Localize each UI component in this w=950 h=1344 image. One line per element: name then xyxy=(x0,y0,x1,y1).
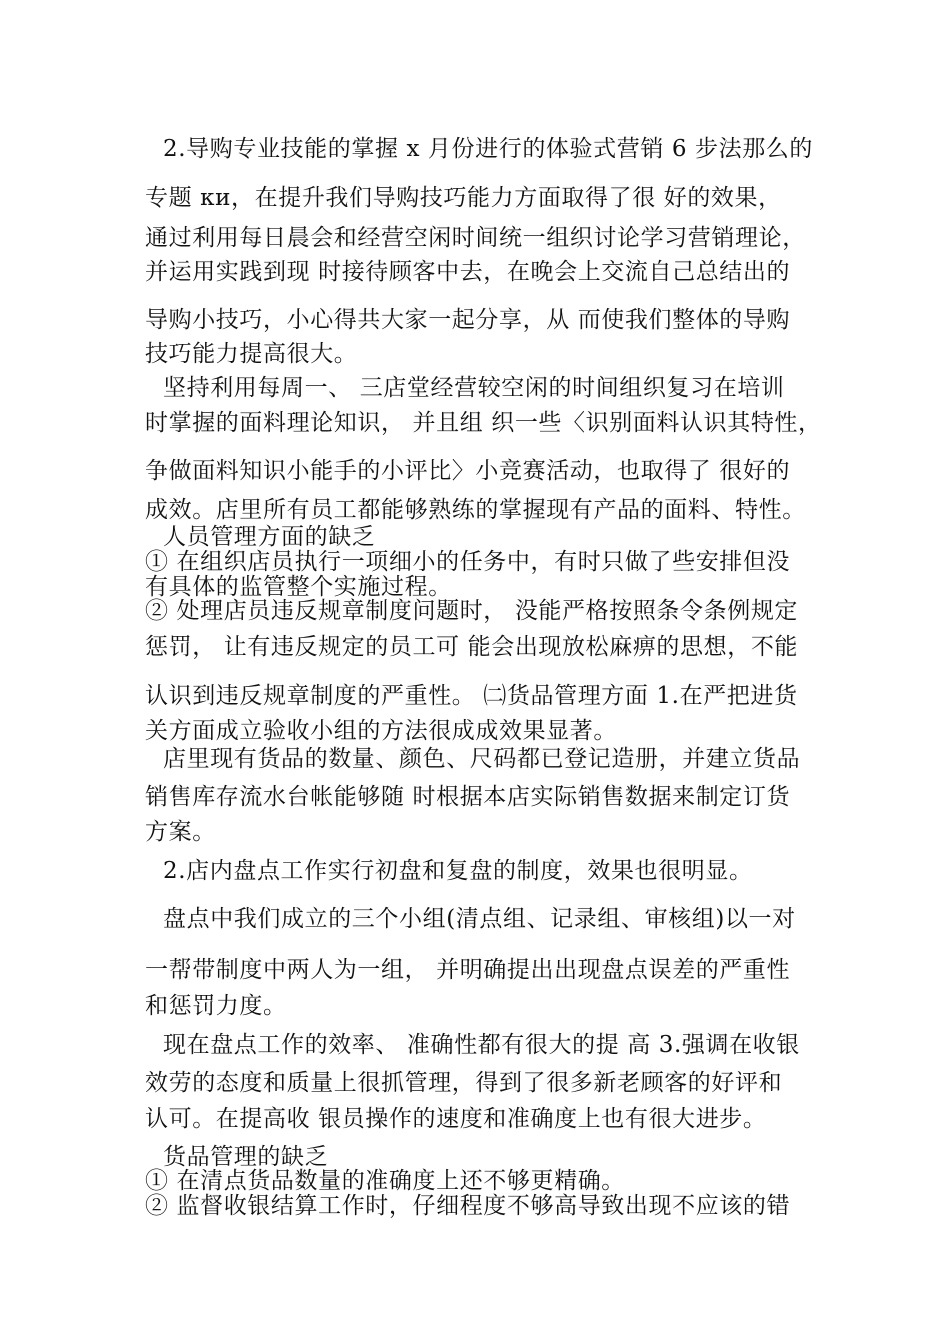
text-line: 惩罚， 让有违反规定的员工可 能会出现放松麻痹的思想，不能 xyxy=(145,634,799,660)
text-line: 专题 ﻿ки，在提升我们导购技巧能力方面取得了很 好的效果， xyxy=(145,185,782,211)
text-line: 和惩罚力度。 xyxy=(145,993,287,1019)
text-line: 并运用实践到现 时接待顾客中去，在晚会上交流自己总结出的 xyxy=(145,259,791,285)
text-line: 技巧能力提高很大。 xyxy=(145,341,358,367)
text-line: 导购小技巧，小心得共大家一起分享，从 而使我们整体的导购 xyxy=(145,307,791,333)
text-line: 时掌握的面料理论知识， 并且组 织一些〈识别面料认识其特性， xyxy=(145,410,822,436)
section-heading: 货品管理的缺乏 xyxy=(163,1144,329,1170)
text-line: 方案。 xyxy=(145,819,216,845)
text-line: 通过利用每日晨会和经营空闲时间统一组织讨论学习营销理论， xyxy=(145,225,806,251)
text-line: 2.导购专业技能的掌握 x 月份进行的体验式营销 6 步法那么的 xyxy=(163,136,813,162)
text-line: 店里现有货品的数量、颜色、尺码都已登记造册，并建立货品 xyxy=(163,746,801,772)
text-line: 一帮带制度中两人为一组， 并明确提出出现盘点误差的严重性 xyxy=(145,957,791,983)
text-line: 成效。店里所有员工都能够熟练的掌握现有产品的面料、特性。 xyxy=(145,497,806,523)
text-line: 现在盘点工作的效率、 准确性都有很大的提 高 3.强调在收银 xyxy=(163,1032,800,1058)
text-line: 认识到违反规章制度的严重性。 ㈡货品管理方面 1.在严把进货 xyxy=(145,683,798,709)
text-line: ② 处理店员违反规章制度问题时， 没能严格按照条令条例规定 xyxy=(145,598,799,624)
text-line: 关方面成立验收小组的方法很成成效果显著。 xyxy=(145,718,617,744)
text-line: 盘点中我们成立的三个小组(清点组、记录组、审核组)以一对 xyxy=(163,906,796,932)
text-line: 争做面料知识小能手的小评比〉小竞赛活动，也取得了 很好的 xyxy=(145,458,791,484)
text-line: 效劳的态度和质量上很抓管理，得到了很多新老顾客的好评和 xyxy=(145,1070,783,1096)
text-line: 销售库存流水台帐能够随 时根据本店实际销售数据来制定订货 xyxy=(145,784,791,810)
text-line: ① 在清点货品数量的准确度上还不够更精确。 xyxy=(145,1168,625,1194)
section-heading: 人员管理方面的缺乏 xyxy=(163,524,376,550)
text-line: 2.店内盘点工作实行初盘和复盘的制度，效果也很明显。 xyxy=(163,858,753,884)
text-line: ② 监督收银结算工作时，仔细程度不够高导致出现不应该的错 xyxy=(145,1193,791,1219)
text-line: 认可。在提高收 银员操作的速度和准确度上也有很大进步。 xyxy=(145,1106,767,1132)
text-line: 有具体的监管整个实施过程。 xyxy=(145,574,452,600)
text-line: 坚持利用每周一、 三店堂经营较空闲的时间组织复习在培训 xyxy=(163,375,785,401)
text-line: ① 在组织店员执行一项细小的任务中，有时只做了些安排但没 xyxy=(145,549,791,575)
